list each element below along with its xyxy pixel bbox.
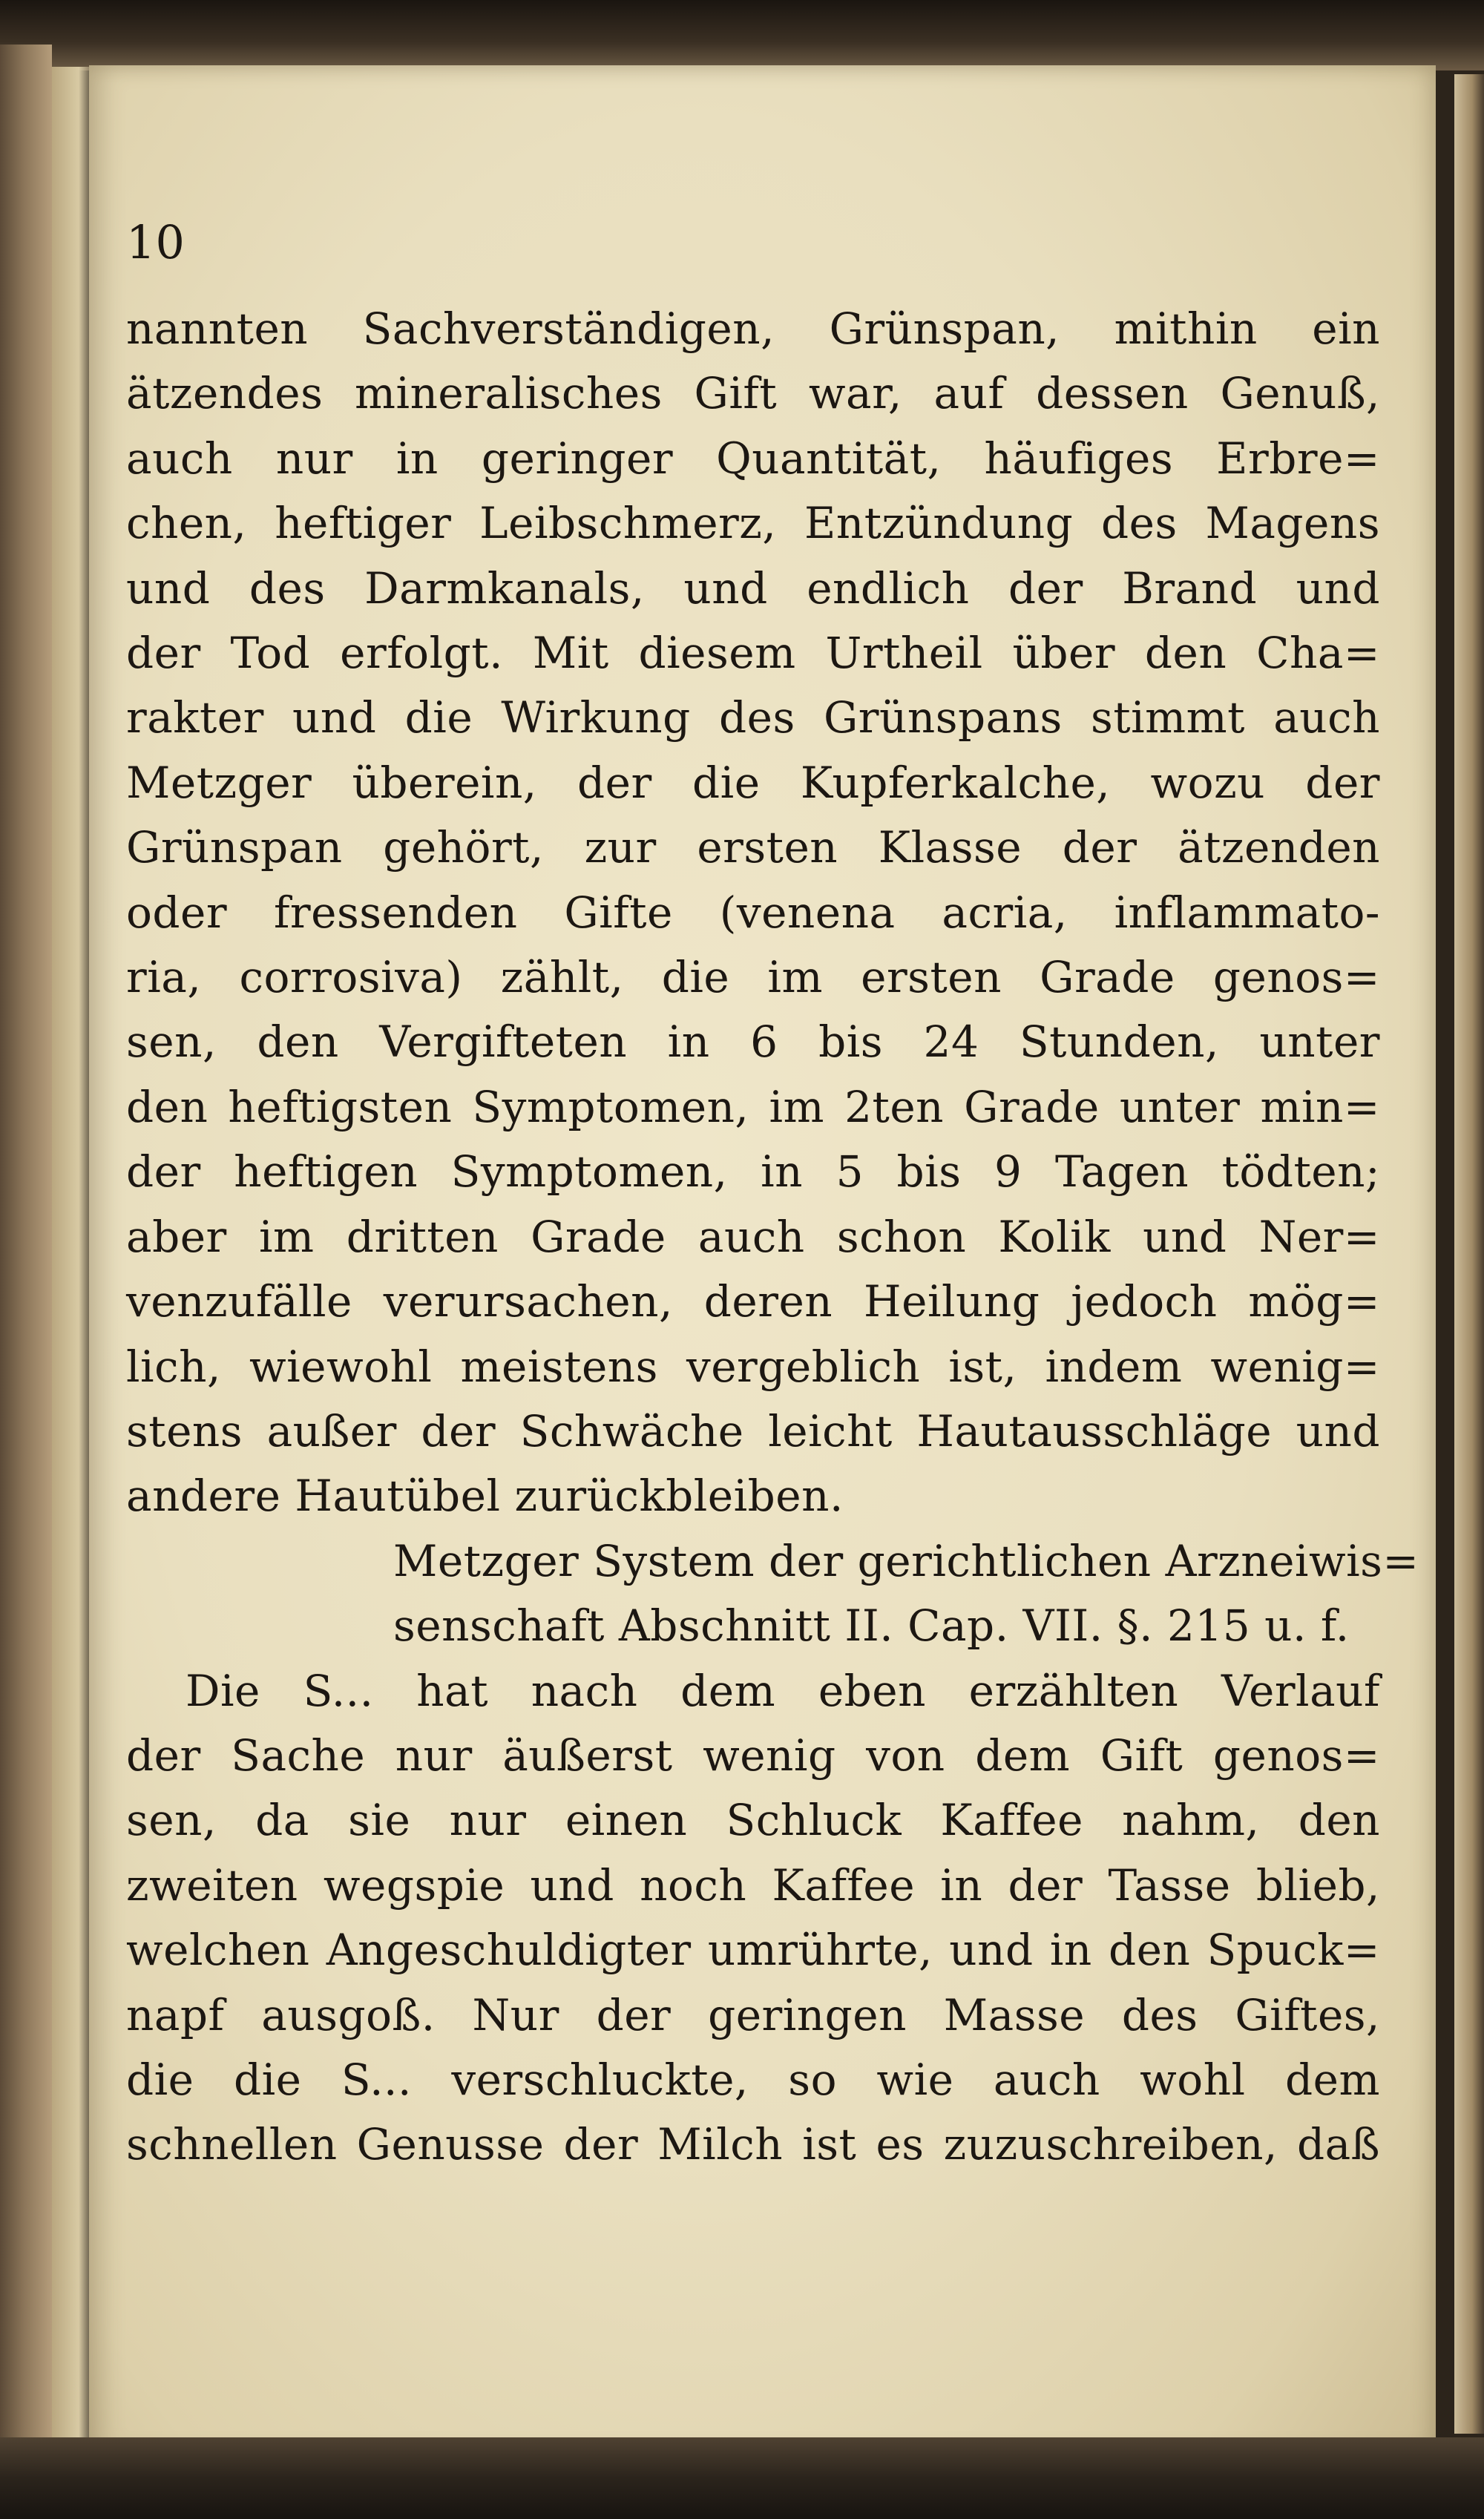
- text-line: chen, heftiger Leibschmerz, Entzündung des Magens: [126, 498, 1380, 549]
- text-line: der heftigen Symptomen, in 5 bis 9 Tagen tödten;: [126, 1146, 1380, 1198]
- text-line: die die S... verschluckte, so wie auch wohl dem: [126, 2054, 1380, 2105]
- text-line: Metzger überein, der die Kupferkalche, wozu der: [126, 757, 1380, 808]
- text-line: Die S... hat nach dem eben erzählten Verlauf: [186, 1665, 1380, 1716]
- text-line: stens außer der Schwäche leicht Hautausschläge und: [126, 1405, 1380, 1456]
- text-line: den heftigsten Symptomen, im 2ten Grade unter min=: [126, 1081, 1380, 1132]
- page-text: [126, 297, 1419, 2178]
- text-line: nannten Sachverständigen, Grünspan, mithin ein: [126, 303, 1380, 354]
- book-edge-right: [1454, 74, 1484, 2434]
- text-line: venzufälle verursachen, deren Heilung jedoch mög=: [126, 1276, 1380, 1327]
- text-line: sen, da sie nur einen Schluck Kaffee nahm, den: [126, 1795, 1380, 1846]
- text-line: Grünspan gehört, zur ersten Klasse der ätzenden: [126, 822, 1380, 873]
- page-number: 10: [126, 215, 185, 269]
- book-edge-left: [0, 45, 52, 2471]
- text-line: zweiten wegspie und noch Kaffee in der Tasse blieb,: [126, 1859, 1380, 1911]
- reference-line: senschaft Abschnitt II. Cap. VII. §. 215 u. f.: [393, 1600, 1350, 1652]
- text-line: welchen Angeschuldigter umrührte, und in den Spuck=: [126, 1925, 1380, 1976]
- book-cover-bottom: [0, 2437, 1484, 2519]
- text-line: auch nur in geringer Quantität, häufiges Erbre=: [126, 433, 1380, 484]
- text-line: der Sache nur äußerst wenig von dem Gift genos=: [126, 1730, 1380, 1781]
- text-line: oder fressenden Gifte (venena acria, inflammato-: [126, 887, 1380, 938]
- text-line: aber im dritten Grade auch schon Kolik und Ner=: [126, 1211, 1380, 1262]
- book-cover-top: [0, 0, 1484, 70]
- text-line: andere Hautübel zurückbleiben.: [126, 1471, 844, 1522]
- text-line: ätzendes mineralisches Gift war, auf dessen Genuß,: [126, 368, 1380, 419]
- text-line: der Tod erfolgt. Mit diesem Urtheil über den Cha=: [126, 628, 1380, 679]
- text-line: rakter und die Wirkung des Grünspans stimmt auch: [126, 692, 1380, 743]
- reference-line: Metzger System der gerichtlichen Arzneiwis=: [393, 1535, 1419, 1586]
- text-line: und des Darmkanals, und endlich der Brand und: [126, 562, 1380, 614]
- text-line: lich, wiewohl meistens vergeblich ist, indem wenig=: [126, 1341, 1380, 1392]
- text-line: schnellen Genusse der Milch ist es zuzuschreiben, daß: [126, 2119, 1380, 2170]
- text-line: napf ausgoß. Nur der geringen Masse des Giftes,: [126, 1989, 1380, 2040]
- text-line: ria, corrosiva) zählt, die im ersten Grade genos=: [126, 952, 1380, 1003]
- text-line: sen, den Vergifteten in 6 bis 24 Stunden, unter: [126, 1017, 1380, 1068]
